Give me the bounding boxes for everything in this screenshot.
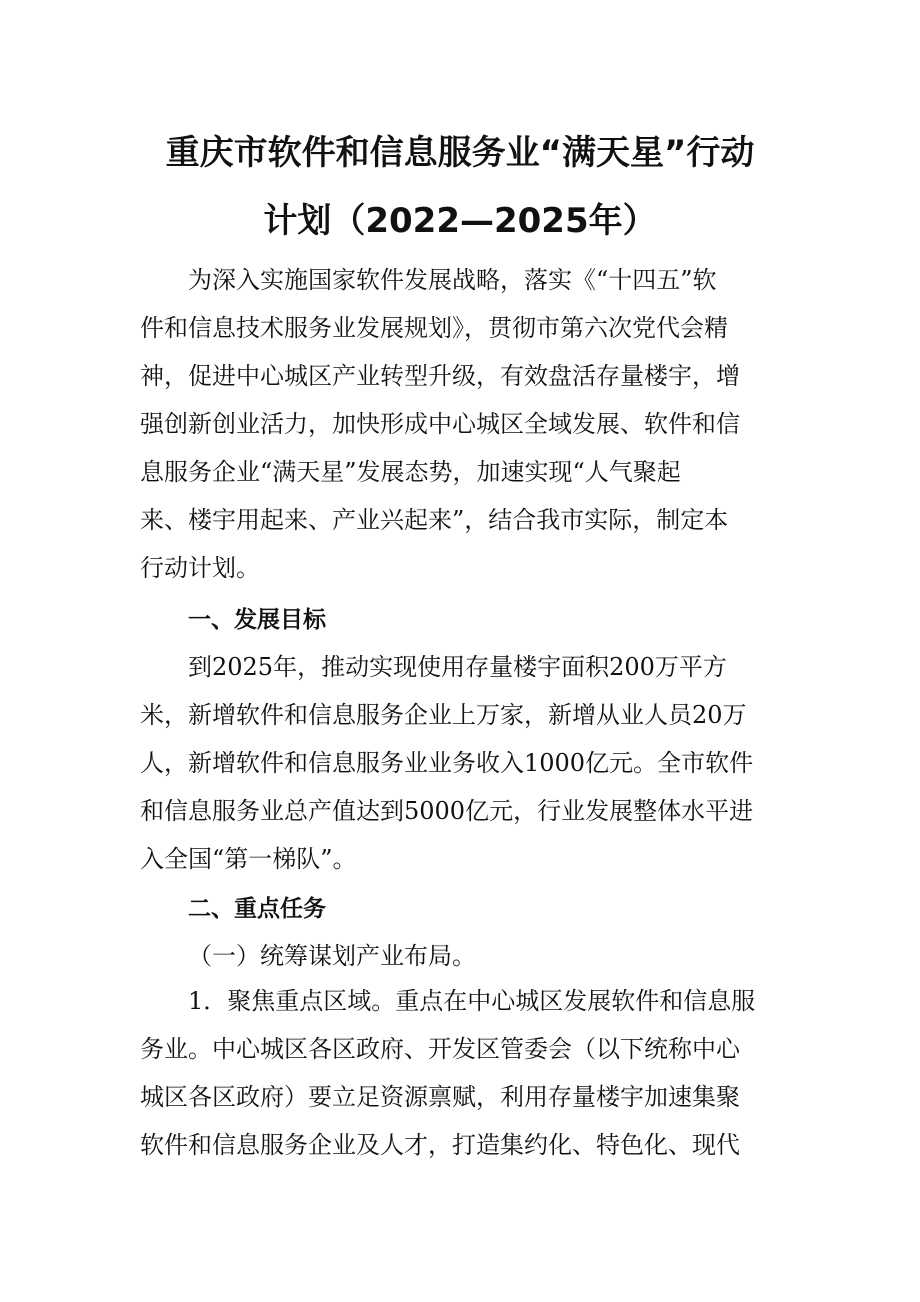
section-heading-goals: 一、发展目标 <box>188 607 326 633</box>
paragraph-line: 件和信息技术服务业发展规划》，贯彻市第六次党代会精 <box>140 314 728 342</box>
paragraph-line: 软件和信息服务企业及人才，打造集约化、特色化、现代 <box>140 1131 740 1159</box>
paragraph-line: 神，促进中心城区产业转型升级，有效盘活存量楼宇，增 <box>140 362 740 390</box>
paragraph-line: 行动计划。 <box>140 554 260 582</box>
goals-paragraph <box>140 643 780 883</box>
paragraph-line: 米，新增软件和信息服务企业上万家，新增从业人员20万 <box>140 701 747 729</box>
document-title-line-2: 计划（2022—2025年） <box>263 201 657 241</box>
paragraph-line: 和信息服务业总产值达到5000亿元，行业发展整体水平进 <box>140 797 754 825</box>
paragraph-line: 来、楼宇用起来、产业兴起来”，结合我市实际，制定本 <box>140 506 729 534</box>
paragraph-line: 为深入实施国家软件发展战略，落实《“十四五”软 <box>188 266 717 294</box>
paragraph-line: 息服务企业“满天星”发展态势，加速实现“人气聚起 <box>140 458 681 486</box>
item-1-paragraph <box>140 977 780 1169</box>
sub-heading-layout: （一）统筹谋划产业布局。 <box>188 942 476 970</box>
paragraph-line: 城区各区政府）要立足资源禀赋，利用存量楼宇加速集聚 <box>140 1083 740 1111</box>
document-title-line-1: 重庆市软件和信息服务业“满天星”行动 <box>165 133 755 173</box>
paragraph-line: 务业。中心城区各区政府、开发区管委会（以下统称中心 <box>140 1035 740 1063</box>
paragraph-line: 1．聚焦重点区域。重点在中心城区发展软件和信息服 <box>188 987 756 1015</box>
paragraph-line: 入全国“第一梯队”。 <box>140 845 357 873</box>
section-heading-tasks: 二、重点任务 <box>188 896 326 922</box>
intro-paragraph <box>140 256 780 592</box>
paragraph-line: 到2025年，推动实现使用存量楼宇面积200万平方 <box>188 653 727 681</box>
paragraph-line: 强创新创业活力，加快形成中心城区全域发展、软件和信 <box>140 410 740 438</box>
paragraph-line: 人，新增软件和信息服务业业务收入1000亿元。全市软件 <box>140 749 754 777</box>
